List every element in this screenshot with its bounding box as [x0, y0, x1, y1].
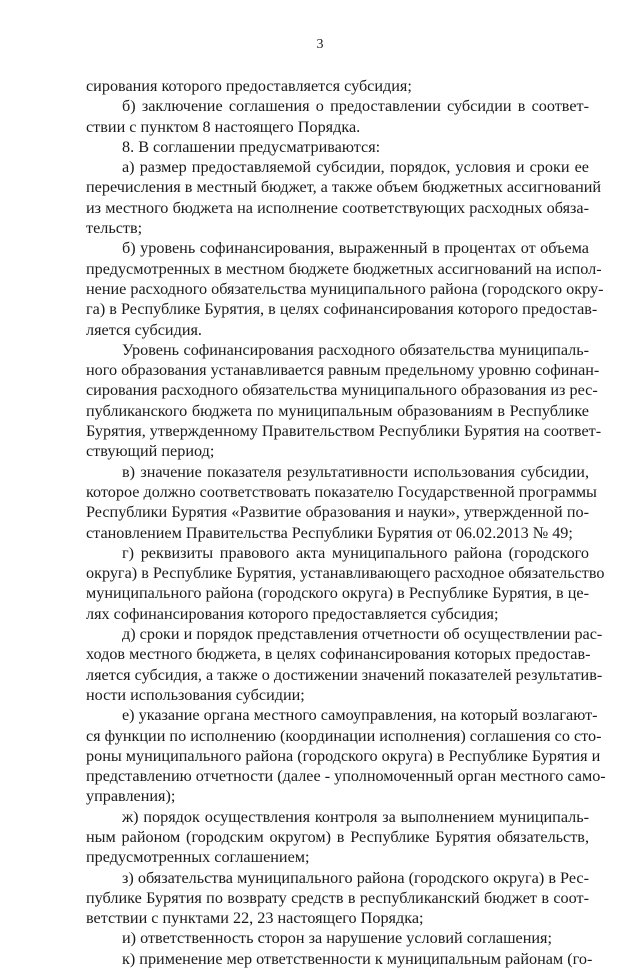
text-line: в) значение показателя результативности использования субсидии,: [122, 462, 589, 481]
text-line: г) реквизиты правового акта муниципального района (городского: [122, 543, 589, 562]
text-line: ляется субсидия, а также о достижении значений показателей результатив-: [86, 665, 603, 684]
text-line: ляется субсидия.: [86, 320, 202, 339]
text-line: предусмотренных в местном бюджете бюджетных ассигнований на испол-: [86, 259, 602, 278]
text-line: ж) порядок осуществления контроля за выполнением муниципаль-: [122, 807, 589, 826]
text-line: сирования которого предоставляется субсидия;: [86, 77, 412, 95]
text-line: Республики Бурятия «Развитие образования и науки», утвержденной по-: [86, 503, 589, 522]
text-line: перечисления в местный бюджет, а также объем бюджетных ассигнований: [86, 178, 602, 197]
text-line: которое должно соответствовать показателю Государственной программы: [86, 482, 597, 501]
text-line: публиканского бюджета по муниципальным образованиям в Республике: [86, 401, 589, 420]
text-line: ветствии с пунктами 22, 23 настоящего Порядка;: [86, 909, 424, 928]
text-line: 8. В соглашении предусматриваются:: [122, 137, 381, 156]
text-line: тельств;: [86, 219, 143, 238]
text-line: муниципального района (городского округа) в Республике Бурятия, в це-: [86, 584, 589, 603]
text-line: ного образования устанавливается равным предельному уровню софинан-: [86, 361, 600, 380]
text-line: и) ответственность сторон за нарушение условий соглашения;: [122, 929, 552, 948]
text-line: д) сроки и порядок представления отчетности об осуществлении рас-: [122, 625, 603, 644]
text-line: ся функции по исполнению (координации исполнения) соглашения со сто-: [86, 726, 602, 745]
document-body: [86, 76, 606, 969]
text-line: роны муниципального района (городского округа) в Республике Бурятия и: [86, 746, 601, 765]
page-number: 3: [316, 37, 324, 52]
text-line: сирования расходного обязательства муниципального образования из рес-: [86, 381, 598, 400]
text-line: ным районом (городским округом) в Республике Бурятия обязательств,: [86, 827, 589, 846]
text-line: Уровень софинансирования расходного обязательства муниципаль-: [122, 340, 589, 359]
text-line: публике Бурятия по возврату средств в республиканский бюджет в соот-: [86, 888, 589, 907]
text-line: б) уровень софинансирования, выраженный в процентах от объема: [122, 239, 589, 258]
text-line: а) размер предоставляемой субсидии, порядок, условия и сроки ее: [122, 158, 589, 177]
text-line: управления);: [86, 787, 176, 806]
text-line: б) заключение соглашения о предоставлении субсидии в соответ-: [122, 97, 589, 116]
text-line: округа) в Республике Бурятия, устанавливающего расходное обязательство: [86, 564, 605, 583]
text-line: предусмотренных соглашением;: [86, 848, 310, 867]
text-line: к) применение мер ответственности к муниципальным районам (го-: [122, 949, 593, 968]
text-line: лях софинансирования которого предоставляется субсидия;: [86, 604, 499, 623]
text-line: нение расходного обязательства муниципального района (городского окру-: [86, 279, 604, 298]
text-line: е) указание органа местного самоуправления, на который возлагают-: [122, 706, 598, 725]
text-line: из местного бюджета на исполнение соответствующих расходных обяза-: [86, 198, 589, 217]
text-line: з) обязательства муниципального района (городского округа) в Рес-: [122, 868, 589, 887]
text-line: Бурятия, утвержденному Правительством Республики Бурятия на соответ-: [86, 422, 602, 441]
text-line: ходов местного бюджета, в целях софинансирования которых предостав-: [86, 645, 591, 664]
text-line: представлению отчетности (далее - уполномоченный орган местного само-: [86, 767, 606, 786]
text-line: ствующий период;: [86, 442, 215, 461]
text-line: га) в Республике Бурятия, в целях софинансирования которого предостав-: [86, 300, 598, 319]
text-line: становлением Правительства Республики Бурятия от 06.02.2013 № 49;: [86, 523, 573, 542]
text-line: ности использования субсидии;: [86, 685, 305, 704]
text-line: ствии с пунктом 8 настоящего Порядка.: [86, 117, 361, 136]
